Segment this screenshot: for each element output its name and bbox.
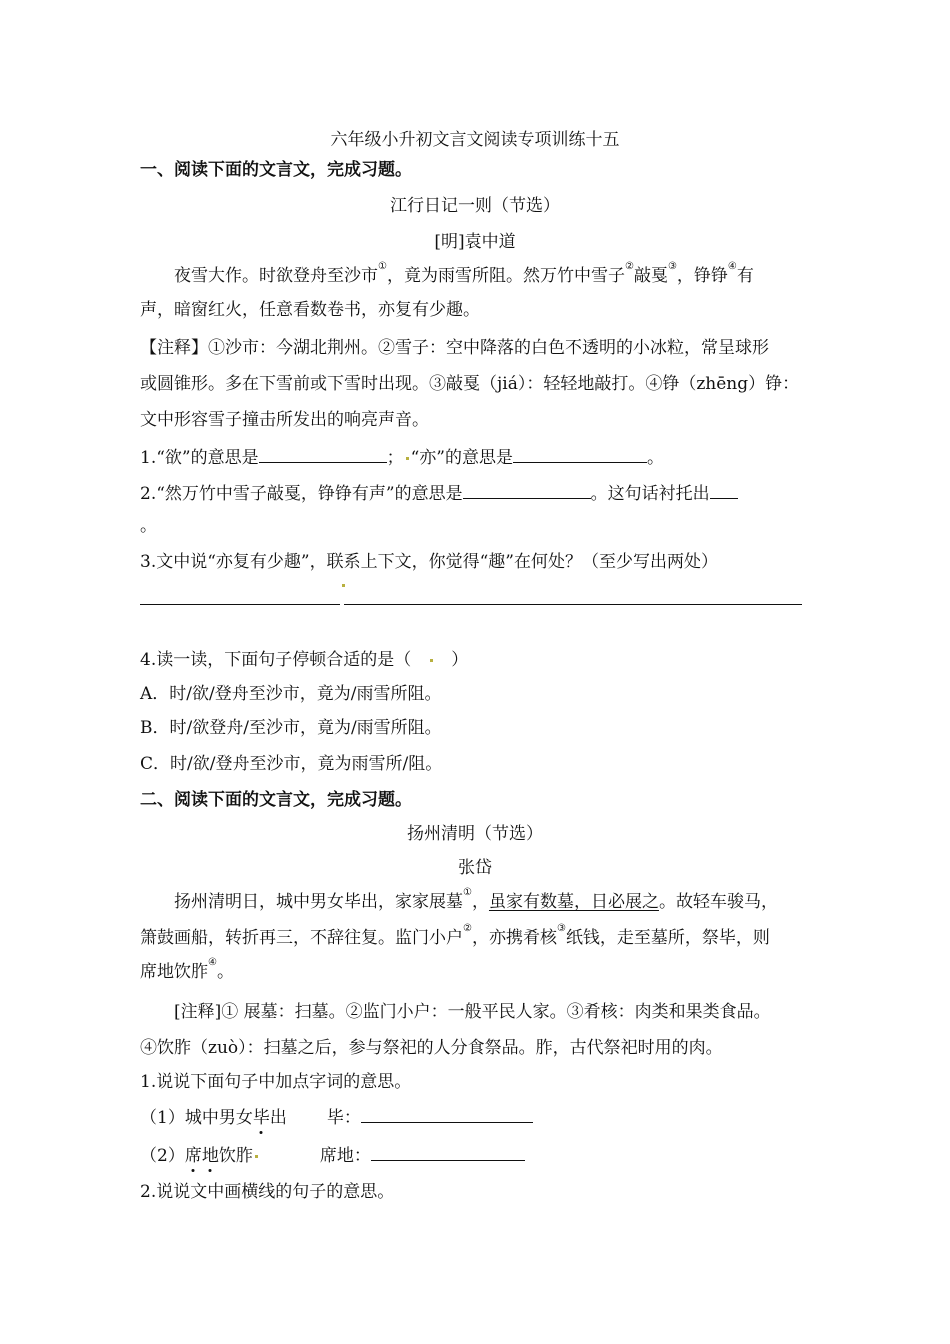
answer-blank[interactable] xyxy=(513,444,647,463)
question-text: ） xyxy=(451,650,469,670)
answer-blank[interactable] xyxy=(361,1104,533,1123)
question1-1 xyxy=(140,444,820,470)
text-segment: 夜雪大作。时欲登舟至沙市 xyxy=(174,266,378,286)
question-text: 出 xyxy=(269,1108,287,1128)
text-segment: 。故轻车骏马， xyxy=(658,892,778,912)
notes1-line1: 【注释】①沙市：今湖北荆州。②雪子：空中降落的白色不透明的小冰粒，常呈球形 xyxy=(140,338,769,358)
passage1-author: [明]袁中道 xyxy=(434,232,516,252)
question-text: 饮胙 xyxy=(218,1146,253,1166)
question-text: （2） xyxy=(140,1146,185,1166)
question2-1-1 xyxy=(140,1104,820,1130)
option-a[interactable]: A．时/欲/登舟至沙市，竟为/雨雪所阻。 xyxy=(140,684,442,704)
footnote-mark: ① xyxy=(378,261,387,272)
dotted-character: 毕 xyxy=(252,1108,270,1128)
section2-heading: 二、阅读下面的文言文，完成习题。 xyxy=(140,790,412,810)
answer-line[interactable] xyxy=(344,604,802,605)
text-segment: 席地饮胙 xyxy=(140,962,208,982)
text-segment: 纸钱，走至墓所，祭毕，则 xyxy=(565,928,770,948)
text-segment: ，铮铮 xyxy=(676,266,728,286)
answer-blank[interactable] xyxy=(463,480,591,499)
footnote-mark: ④ xyxy=(727,261,737,272)
notes1-line3: 文中形容雪子撞击所发出的响亮声音。 xyxy=(140,410,429,430)
question-text: 1.“欲”的意思是 xyxy=(140,448,259,468)
passage2-line3 xyxy=(140,957,820,984)
text-segment: ，亦携肴核 xyxy=(471,928,557,948)
footnote-mark: ④ xyxy=(208,957,217,968)
question1-4 xyxy=(140,648,820,672)
answer-paren[interactable] xyxy=(411,648,451,672)
question1-2 xyxy=(140,480,820,506)
section1-heading: 一、阅读下面的文言文，完成习题。 xyxy=(140,160,412,180)
passage1-line1 xyxy=(174,261,854,288)
underlined-sentence: 虽家有数墓，日必展之 xyxy=(488,892,659,912)
question-text: 4.读一读，下面句子停顿合适的是（ xyxy=(140,650,412,670)
text-segment: 有 xyxy=(736,266,754,286)
question-text: 毕： xyxy=(326,1108,361,1128)
mark-dot xyxy=(255,1155,258,1158)
question1-3: 3.文中说“亦复有少趣”，联系上下文，你觉得“趣”在何处？（至少写出两处） xyxy=(140,552,718,572)
passage2-line1 xyxy=(174,887,854,914)
footnote-mark: ③ xyxy=(667,261,677,272)
footnote-mark: ② xyxy=(624,261,634,272)
question-text: 2.“然万竹中雪子敲戛，铮铮有声”的意思是 xyxy=(140,484,463,504)
question2-1: 1.说说下面句子中加点字词的意思。 xyxy=(140,1072,412,1092)
question-text: 。这句话衬托出 xyxy=(590,484,710,504)
dotted-character: 席 xyxy=(184,1146,202,1166)
question-text: ； xyxy=(386,448,404,468)
question-text: 。 xyxy=(647,448,664,468)
page-title: 六年级小升初文言文阅读专项训练十五 xyxy=(330,130,620,150)
question2-2: 2.说说文中画横线的句子的意思。 xyxy=(140,1182,395,1202)
footnote-mark: ① xyxy=(463,887,472,898)
mark-dot xyxy=(342,584,345,587)
question-text: 席地： xyxy=(319,1146,371,1166)
text-segment: ，竟为雨雪所阻。然万竹中雪子 xyxy=(386,266,625,286)
dotted-character: 地 xyxy=(201,1146,219,1166)
passage2-author: 张岱 xyxy=(458,858,492,878)
answer-blank[interactable] xyxy=(259,444,387,463)
mark-dot xyxy=(430,659,433,662)
text-segment: 箫鼓画船，转折再三，不辞往复。监门小户 xyxy=(140,928,463,948)
passage2-title: 扬州清明（节选） xyxy=(407,824,543,844)
question-text: （1）城中男女 xyxy=(140,1108,253,1128)
question2-1-2 xyxy=(140,1142,820,1168)
passage1-title: 江行日记一则（节选） xyxy=(390,196,560,216)
text-segment: 敲戛 xyxy=(633,266,668,286)
notes1-line2: 或圆锥形。多在下雪前或下雪时出现。③敲戛（jiá）：轻轻地敲打。④铮（zhēng）铮： xyxy=(140,374,800,394)
mark-dot xyxy=(406,457,409,460)
answer-blank[interactable] xyxy=(371,1142,525,1161)
notes2-line2: ④饮胙（zuò）：扫墓之后，参与祭祀的人分食祭品。胙，古代祭祀时用的肉。 xyxy=(140,1038,723,1058)
footnote-mark: ③ xyxy=(556,923,566,934)
passage2-line2 xyxy=(140,923,820,950)
option-b[interactable]: B．时/欲登舟/至沙市，竟为/雨雪所阻。 xyxy=(140,718,442,738)
text-segment: 。 xyxy=(216,962,234,982)
notes2-line1: [注释]① 展墓：扫墓。②监门小户：一般平民人家。③肴核：肉类和果类食品。 xyxy=(174,1002,771,1022)
answer-line[interactable] xyxy=(140,604,340,605)
passage1-line2: 声，暗窗红火，任意看数卷书，亦复有少趣。 xyxy=(140,300,480,320)
option-c[interactable]: C．时/欲/登舟至沙市，竟为雨雪所/阻。 xyxy=(140,754,443,774)
question-text: “亦”的意思是 xyxy=(410,448,513,468)
answer-blank[interactable] xyxy=(710,480,738,499)
text-segment: 扬州清明日，城中男女毕出，家家展墓 xyxy=(174,892,463,912)
question1-2-end: 。 xyxy=(140,516,157,536)
footnote-mark: ② xyxy=(463,923,472,934)
text-segment: ， xyxy=(471,892,489,912)
